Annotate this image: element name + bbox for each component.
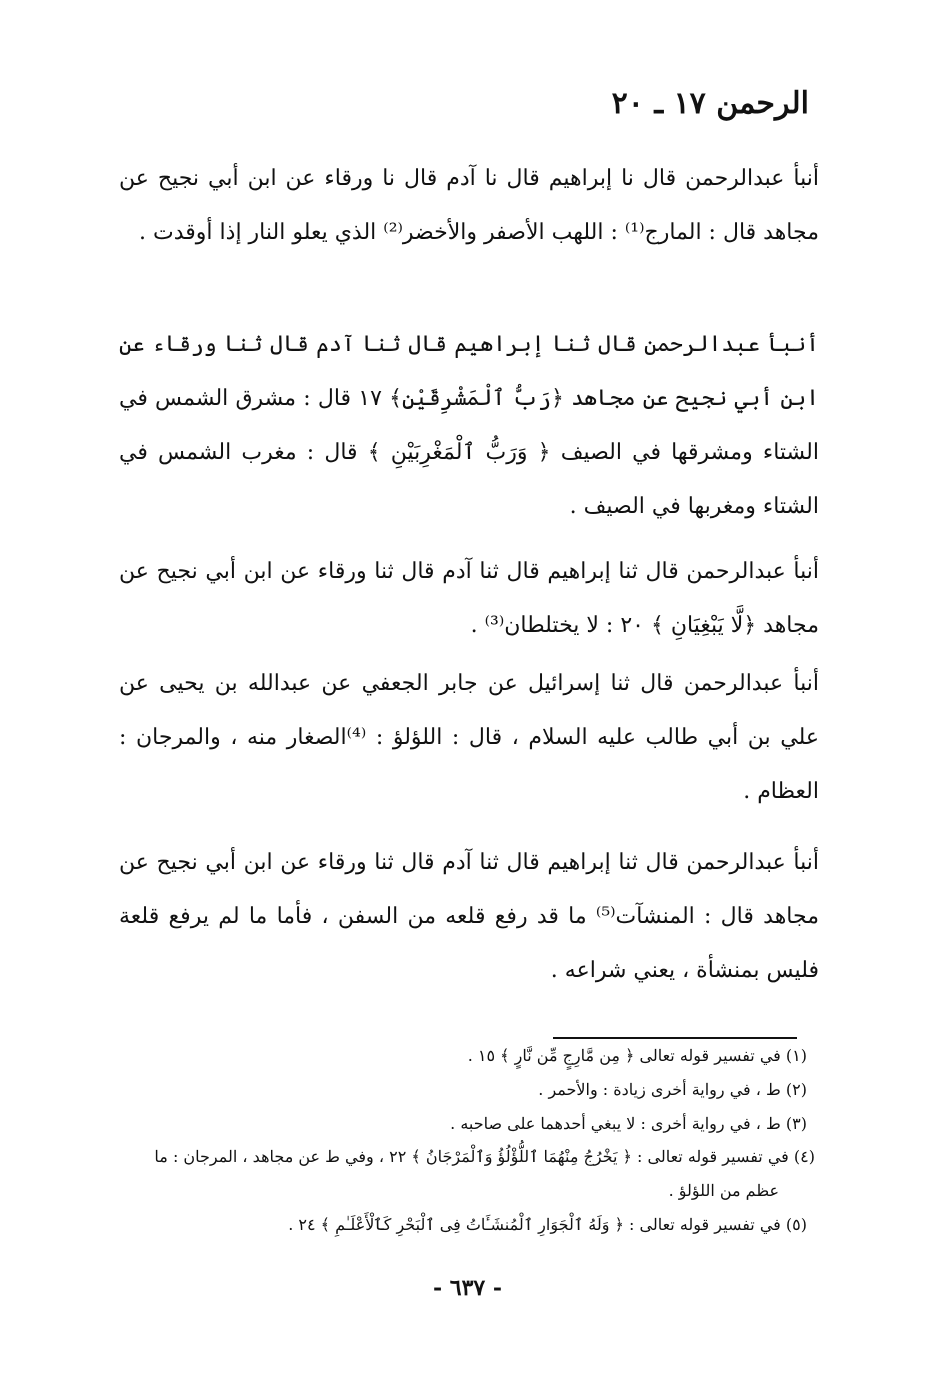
- footnote-3: (٣) ط ، في رواية أخرى : لا يبغي أحدهما على صاحبه .: [450, 1114, 807, 1133]
- paragraph-text: أنبأ عبدالرحمن قال نا إبراهيم قال نا آدم قال نا ورقاء عن ابن أبي نجيح عن مجاهد قال : المارج⁽¹⁾ : اللهب الأصفر والأخضر⁽²⁾ الذي يعلو النار إذا أوقدت .: [119, 166, 819, 245]
- paragraph-text: أنبأ عبدالرحمن قال ثنا إسرائيل عن جابر الجعفي عن عبدالله بن يحيى عن علي بن أبي طالب عليه السلام ، قال : اللؤلؤ : ⁽⁴⁾الصغار منه ، والمرجان : العظام .: [119, 671, 819, 804]
- paragraph-text: أنبأ عبدالرحمن قال ثنا إبراهيم قال ثنا آدم قال ثنا ورقاء عن ابن أبي نجيح عن مجاهد ﴿لَّا يَبْغِيَانِ ﴾ ٢٠ : لا يختلطان⁽³⁾ .: [119, 559, 819, 638]
- footnote-divider: [553, 1037, 797, 1039]
- page-number: - ٦٣٧ -: [432, 1275, 503, 1301]
- paragraph-text: أنبأ عبدالرحمن قال ثنا إبراهيم قال ثنا آدم قال ثنا ورقاء عن ابن أبي نجيح عن مجاهد ﴿رَبُّ ٱلْمَشْرِقَيْنِ﴾ ١٧ قال : مشرق الشمس في الشتاء ومشرقها في الصيف ﴿ وَرَبُّ ٱلْمَغْرِبَيْنِ ﴾ قال : مغرب الشمس في الشتاء ومغربها في الصيف .: [119, 332, 820, 519]
- footnote-2: (٢) ط ، في رواية أخرى زيادة : والأحمر .: [538, 1080, 807, 1099]
- footnote-4-continuation: عظم من اللؤلؤ .: [668, 1181, 779, 1200]
- paragraph-text: أنبأ عبدالرحمن قال ثنا إبراهيم قال ثنا آدم قال ثنا ورقاء عن ابن أبي نجيح عن مجاهد قال : المنشآت⁽⁵⁾ ما قد رفع قلعه من السفن ، فأما ما لم يرفع قلعة فليس بمنشأة ، يعني شراعه .: [119, 850, 819, 983]
- page-header-title: الرحمن ١٧ ـ ٢٠: [611, 86, 809, 121]
- paragraph-2: [119, 318, 819, 534]
- footnote-5: (٥) في تفسير قوله تعالى : ﴿ وَلَهُ ٱلْجَوَارِ ٱلْمُنشَـَٔاتُ فِى ٱلْبَحْرِ كَٱلْأَعْلَـٰمِ ﴾ ٢٤ .: [288, 1215, 807, 1234]
- paragraph-5: [119, 836, 819, 998]
- paragraph-1: [119, 152, 819, 260]
- footnote-4: (٤) في تفسير قوله تعالى : ﴿ يَخْرُجُ مِنْهُمَا ٱللُّؤْلُؤُ وَٱلْمَرْجَانُ ﴾ ٢٢ ، وفي ط عن مجاهد ، المرجان : ما: [154, 1147, 815, 1166]
- paragraph-4: [119, 657, 819, 819]
- footnote-1: (١) في تفسير قوله تعالى ﴿ مِن مَّارِجٍ مِّن نَّارٍ ﴾ ١٥ .: [467, 1046, 807, 1065]
- paragraph-3: [119, 545, 819, 653]
